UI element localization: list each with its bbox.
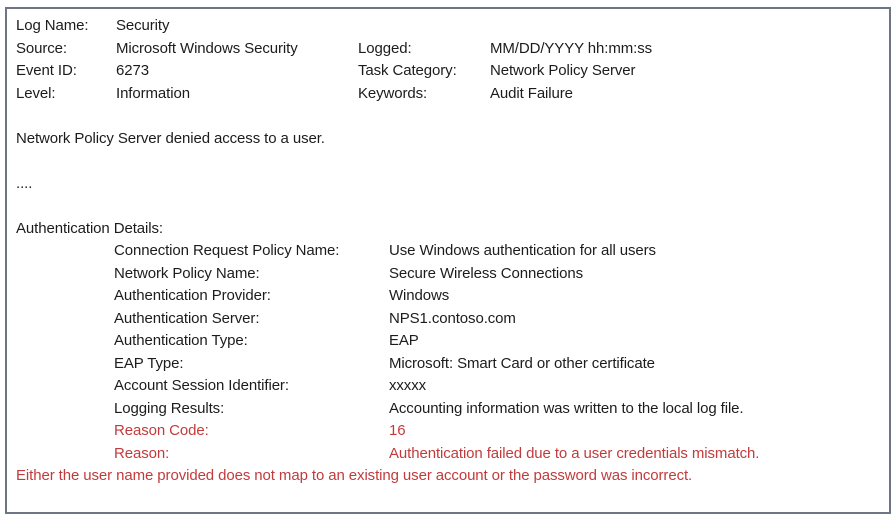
document-content (7, 9, 889, 488)
field-label: Logged: (358, 39, 412, 57)
detail-value: Authentication failed due to a user credentials mismatch. (389, 444, 760, 462)
blank-line (16, 105, 881, 128)
detail-value: EAP (389, 332, 419, 349)
field-label: Task Category: (358, 62, 457, 79)
field-label: Log Name: (16, 17, 89, 34)
detail-row-authentication-provider (16, 285, 881, 308)
detail-row-connection-request-policy (16, 240, 881, 263)
field-label (358, 15, 490, 38)
field-value: 6273 (116, 62, 149, 79)
detail-label: Reason: (114, 444, 170, 462)
field-value: Security (116, 17, 170, 34)
section-title-authentication-details: Authentication Details: (16, 219, 163, 237)
detail-value: Secure Wireless Connections (389, 264, 584, 282)
event-description: Network Policy Server denied access to a user. (16, 129, 325, 147)
document-border-frame (5, 7, 891, 514)
field-label: Event ID: (16, 62, 77, 79)
error-footer-text: Either the user name provided does not map to an existing user account or the password was incorrect. (16, 467, 693, 484)
field-label: Keywords: (358, 84, 428, 102)
field-value (490, 15, 881, 38)
ellipsis-line: .... (16, 174, 33, 192)
detail-value: Accounting information was written to the local log file. (389, 399, 744, 417)
detail-row-logging-results (16, 398, 881, 421)
detail-label: Connection Request Policy Name: (114, 242, 340, 259)
detail-value: NPS1.contoso.com (389, 309, 516, 327)
field-value: MM/DD/YYYY hh:mm:ss (490, 39, 653, 57)
field-label: Level: (16, 84, 56, 102)
detail-label: Authentication Type: (114, 332, 248, 349)
detail-label: Authentication Provider: (114, 287, 271, 304)
field-value: Network Policy Server (490, 62, 636, 79)
detail-label: Account Session Identifier: (114, 377, 289, 394)
detail-row-account-session-identifier (16, 375, 881, 398)
detail-label: Authentication Server: (114, 309, 260, 327)
detail-value: Microsoft: Smart Card or other certificate (389, 354, 655, 372)
detail-row-reason-code (16, 420, 881, 443)
detail-label: Logging Results: (114, 399, 225, 417)
detail-value: Windows (389, 287, 450, 304)
header-row-event-id (16, 60, 881, 83)
detail-row-reason (16, 443, 881, 466)
detail-row-authentication-server (16, 308, 881, 331)
detail-label: Network Policy Name: (114, 264, 260, 282)
header-row-log-name (16, 15, 881, 38)
blank-line (16, 150, 881, 173)
detail-value: 16 (389, 422, 406, 439)
detail-value: Use Windows authentication for all users (389, 242, 656, 259)
field-value: Audit Failure (490, 84, 573, 102)
detail-label: EAP Type: (114, 354, 184, 372)
field-value: Microsoft Windows Security (116, 39, 298, 57)
detail-row-eap-type (16, 353, 881, 376)
header-row-source (16, 38, 881, 61)
detail-row-network-policy-name (16, 263, 881, 286)
detail-row-authentication-type (16, 330, 881, 353)
blank-line (16, 195, 881, 218)
field-label: Source: (16, 39, 67, 57)
header-row-level (16, 83, 881, 106)
detail-label: Reason Code: (114, 422, 209, 439)
detail-value: xxxxx (389, 377, 427, 394)
field-value: Information (116, 84, 190, 102)
